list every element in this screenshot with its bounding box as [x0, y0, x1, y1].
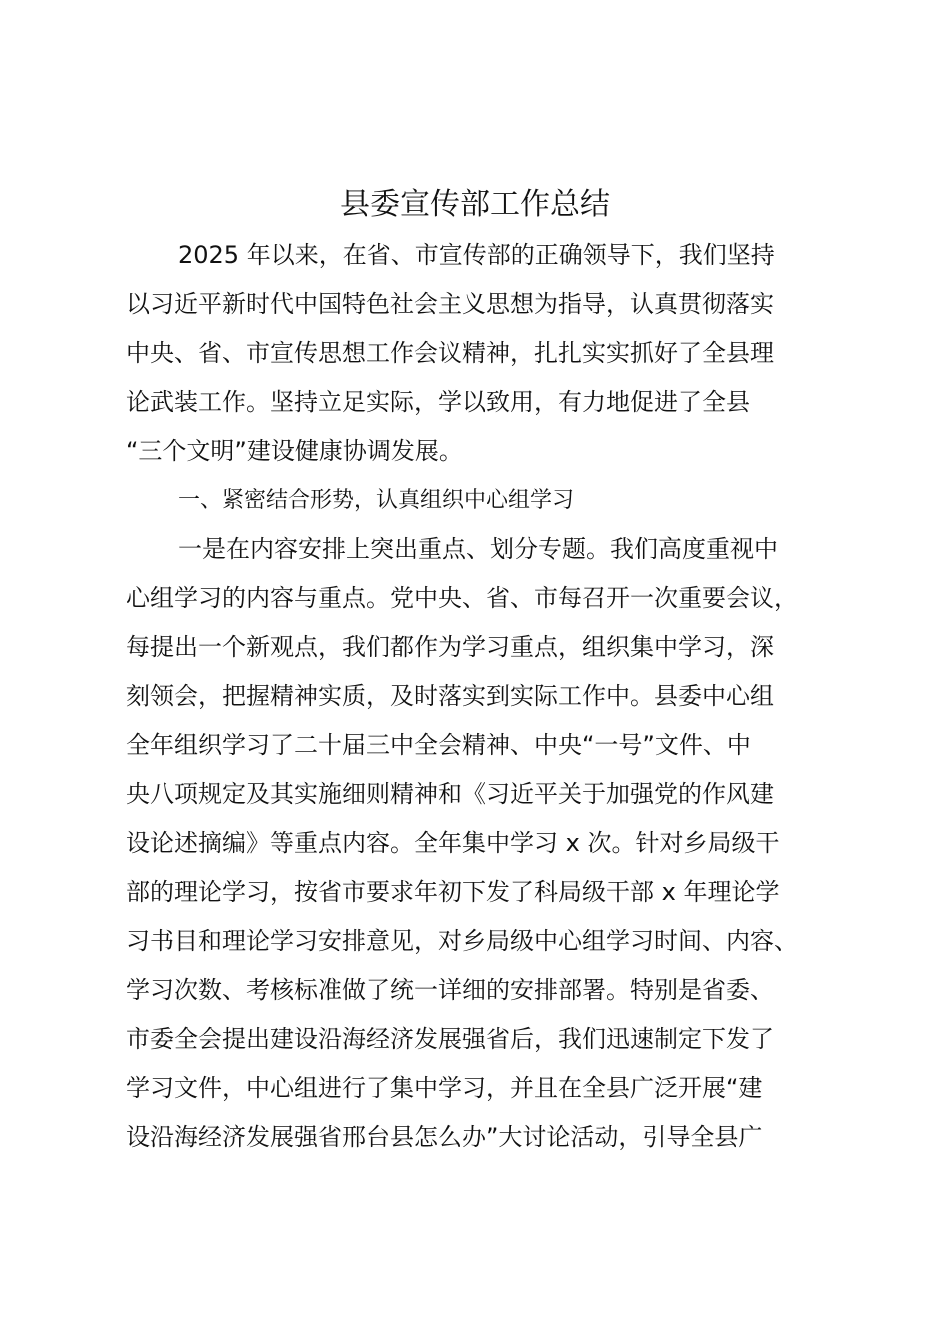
paragraph-line: 心组学习的内容与重点。党中央、省、市每召开一次重要会议，: [126, 584, 798, 612]
paragraph-line: 论武装工作。坚持立足实际，学以致用，有力地促进了全县: [126, 388, 750, 416]
paragraph-line: 学习文件，中心组进行了集中学习，并且在全县广泛开展“建: [126, 1074, 763, 1102]
document-title: 县委宣传部工作总结: [340, 187, 610, 222]
paragraph-line: 部的理论学习，按省市要求年初下发了科局级干部 x 年理论学: [126, 878, 780, 906]
paragraph-line: 学习次数、考核标准做了统一详细的安排部署。特别是省委、: [126, 976, 774, 1004]
paragraph-line: 以习近平新时代中国特色社会主义思想为指导，认真贯彻落实: [126, 290, 774, 318]
paragraph-line: 刻领会，把握精神实质，及时落实到实际工作中。县委中心组: [126, 682, 774, 710]
paragraph-line: 习书目和理论学习安排意见，对乡局级中心组学习时间、内容、: [126, 927, 798, 955]
paragraph-line: 全年组织学习了二十届三中全会精神、中央“一号”文件、中: [126, 731, 751, 759]
paragraph-line: 中央、省、市宣传思想工作会议精神，扎扎实实抓好了全县理: [126, 339, 774, 367]
paragraph-line: 市委全会提出建设沿海经济发展强省后，我们迅速制定下发了: [126, 1025, 774, 1053]
paragraph-line: “三个文明”建设健康协调发展。: [126, 437, 463, 465]
paragraph-line: 设沿海经济发展强省邢台县怎么办”大讨论活动，引导全县广: [126, 1123, 763, 1151]
document-body: [126, 231, 856, 1162]
paragraph-line: 央八项规定及其实施细则精神和《习近平关于加强党的作风建: [126, 780, 774, 808]
paragraph-line: 2025 年以来，在省、市宣传部的正确领导下，我们坚持: [178, 241, 775, 269]
section-heading: 一、紧密结合形势，认真组织中心组学习: [178, 488, 575, 513]
paragraph-line: 设论述摘编》等重点内容。全年集中学习 x 次。针对乡局级干: [126, 829, 780, 857]
paragraph-line: 一是在内容安排上突出重点、划分专题。我们高度重视中: [178, 535, 778, 563]
paragraph-line: 每提出一个新观点，我们都作为学习重点，组织集中学习，深: [126, 633, 774, 661]
